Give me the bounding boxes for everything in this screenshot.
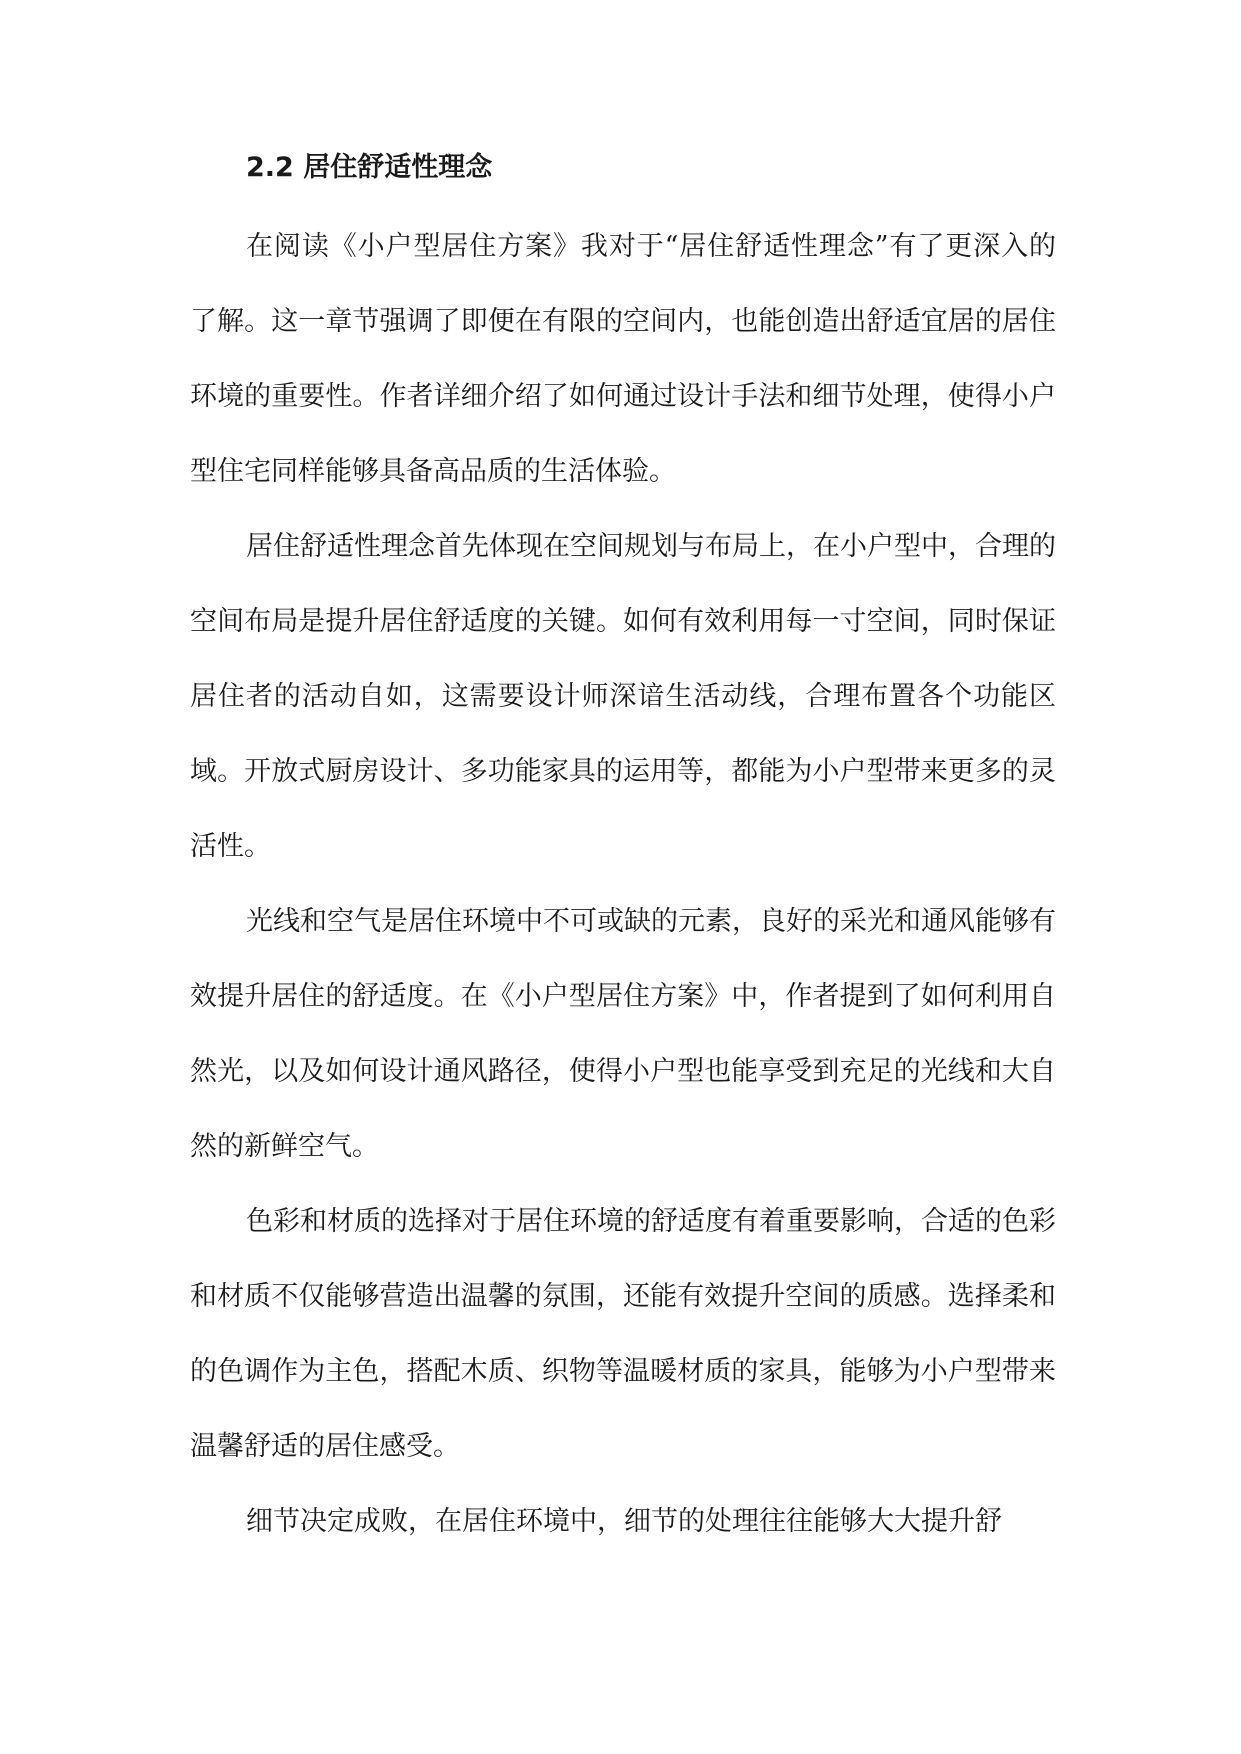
section-heading: 2.2 居住舒适性理念	[246, 152, 493, 183]
paragraph-color-material: 色彩和材质的选择对于居住环境的舒适度有着重要影响，合适的色彩和材质不仅能够营造出温馨的氛围，还能有效提升空间的质感。选择柔和的色调作为主色，搭配木质、织物等温暖材质的家具，能够为小户型带来温馨舒适的居住感受。	[190, 1206, 1056, 1462]
paragraph-reading-intro: 在阅读《小户型居住方案》我对于“居住舒适性理念”有了更深入的了解。这一章节强调了即便在有限的空间内，也能创造出舒适宜居的居住环境的重要性。作者详细介绍了如何通过设计手法和细节处理，使得小户型住宅同样能够具备高品质的生活体验。	[190, 231, 1056, 487]
paragraph-space-layout: 居住舒适性理念首先体现在空间规划与布局上，在小户型中，合理的空间布局是提升居住舒适度的关键。如何有效利用每一寸空间，同时保证居住者的活动自如，这需要设计师深谙生活动线，合理布置各个功能区域。开放式厨房设计、多功能家具的运用等，都能为小户型带来更多的灵活性。	[190, 531, 1056, 862]
paragraph-light-air: 光线和空气是居住环境中不可或缺的元素，良好的采光和通风能够有效提升居住的舒适度。在《小户型居住方案》中，作者提到了如何利用自然光，以及如何设计通风路径，使得小户型也能享受到充足的光线和大自然的新鲜空气。	[190, 906, 1056, 1162]
paragraph-details: 细节决定成败，在居住环境中，细节的处理往往能够大大提升舒	[246, 1506, 1002, 1537]
